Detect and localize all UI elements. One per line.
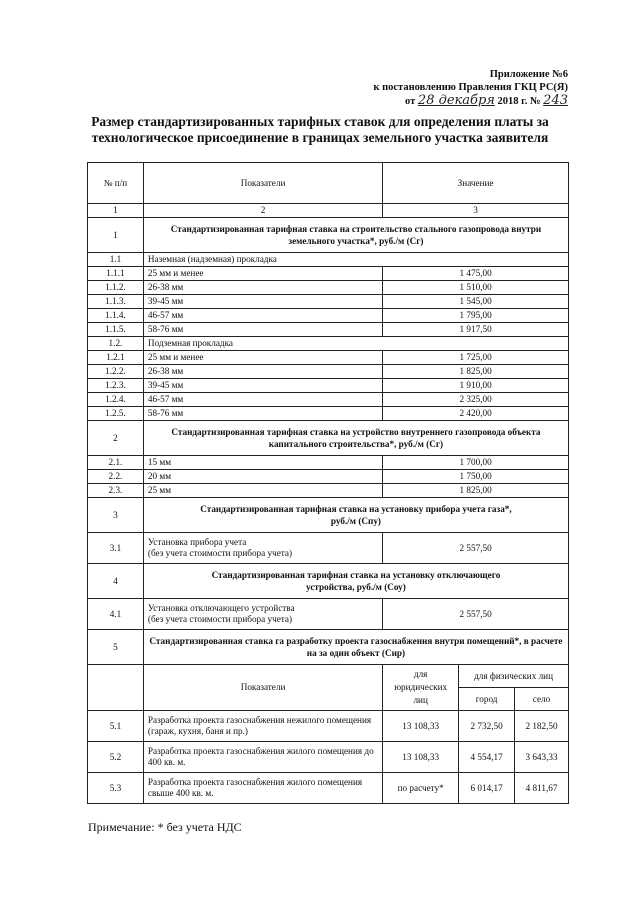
subsection-1-2: 1.2. Подземная прокладка [88, 337, 569, 351]
handwritten-date: 28 декабря [417, 93, 495, 108]
document-title: Размер стандартизированных тарифных ставок для определения платы за технологическое присоединение в границах земельного участка заявителя [91, 114, 549, 145]
table-row: 1.1.3. 39-45 мм 1 545,00 [88, 295, 569, 309]
table-row: 1.2.4. 46-57 мм 2 325,00 [88, 393, 569, 407]
table-row: 5.2 Разработка проекта газоснабжения жилого помещения до 400 кв. м. 13 108,33 4 554,17 3 643,33 [88, 742, 569, 773]
section-2: 2 Стандартизированная тарифная ставка на устройство внутреннего газопровода объекта капитального строительства*, руб./м (Сг) [88, 421, 569, 456]
header-indicators: Показатели [143, 163, 382, 204]
table-row: 5.3 Разработка проекта газоснабжения жилого помещения свыше 400 кв. м. по расчету* 6 014,17 4 811,67 [88, 773, 569, 804]
header-num: № п/п [88, 163, 144, 204]
table-row: 1.1.1 25 мм и менее 1 475,00 [88, 267, 569, 281]
footnote: Примечание: * без учета НДС [88, 820, 242, 834]
date-line: от 28 декабря 2018 г. № 243 [405, 93, 568, 108]
appendix-header [373, 68, 568, 108]
header-value: Значение [383, 163, 569, 204]
tariff-table [87, 162, 569, 804]
table-row: 1.1.4. 46-57 мм 1 795,00 [88, 309, 569, 323]
resolution-line: к постановлению Правления ГКЦ РС(Я) [373, 82, 568, 93]
column-numbers: 1 2 3 [88, 204, 569, 218]
table-row: 2.3. 25 мм 1 825,00 [88, 484, 569, 498]
table-row: 4.1 Установка отключающего устройства (без учета стоимости прибора учета) 2 557,50 [88, 599, 569, 630]
subheader-row-2: город село [88, 688, 569, 711]
table-row: 1.1.5. 58-76 мм 1 917,50 [88, 323, 569, 337]
table-row: 1.2.2. 26-38 мм 1 825,00 [88, 365, 569, 379]
table-row: 1.2.5. 58-76 мм 2 420,00 [88, 407, 569, 421]
table-row: 2.2. 20 мм 1 750,00 [88, 470, 569, 484]
section-5: 5 Стандартизированная ставка га разработку проекта газоснабжения внутри помещений*, в расчете на за один объект (Сир) [88, 630, 569, 665]
section-4: 4 Стандартизированная тарифная ставка на установку отключающего устройства, руб./м (Соу) [88, 564, 569, 599]
table-row: 5.1 Разработка проекта газоснабжения нежилого помещения (гараж, кухня, баня и пр.) 13 108,33 2 732,50 2 182,50 [88, 711, 569, 742]
subsection-1-1: 1.1 Наземная (надземная) прокладка [88, 253, 569, 267]
section-1: 1 Стандартизированная тарифная ставка на строительство стального газопровода внутри земельного участка*, руб./м (Сг) [88, 218, 569, 253]
table-row: 1.1.2. 26-38 мм 1 510,00 [88, 281, 569, 295]
section-3: 3 Стандартизированная тарифная ставка на установку прибора учета газа*, руб./м (Спу) [88, 498, 569, 533]
table-row: 2.1. 15 мм 1 700,00 [88, 456, 569, 470]
table-row: 1.2.1 25 мм и менее 1 725,00 [88, 351, 569, 365]
table-header [88, 163, 569, 204]
subheader-row: Показатели для юридических лиц для физических лиц [88, 665, 569, 688]
table-row: 1.2.3. 39-45 мм 1 910,00 [88, 379, 569, 393]
table-row: 3.1 Установка прибора учета (без учета стоимости прибора учета) 2 557,50 [88, 533, 569, 564]
handwritten-number: 243 [543, 93, 568, 108]
appendix-number: Приложение №6 [489, 69, 568, 80]
